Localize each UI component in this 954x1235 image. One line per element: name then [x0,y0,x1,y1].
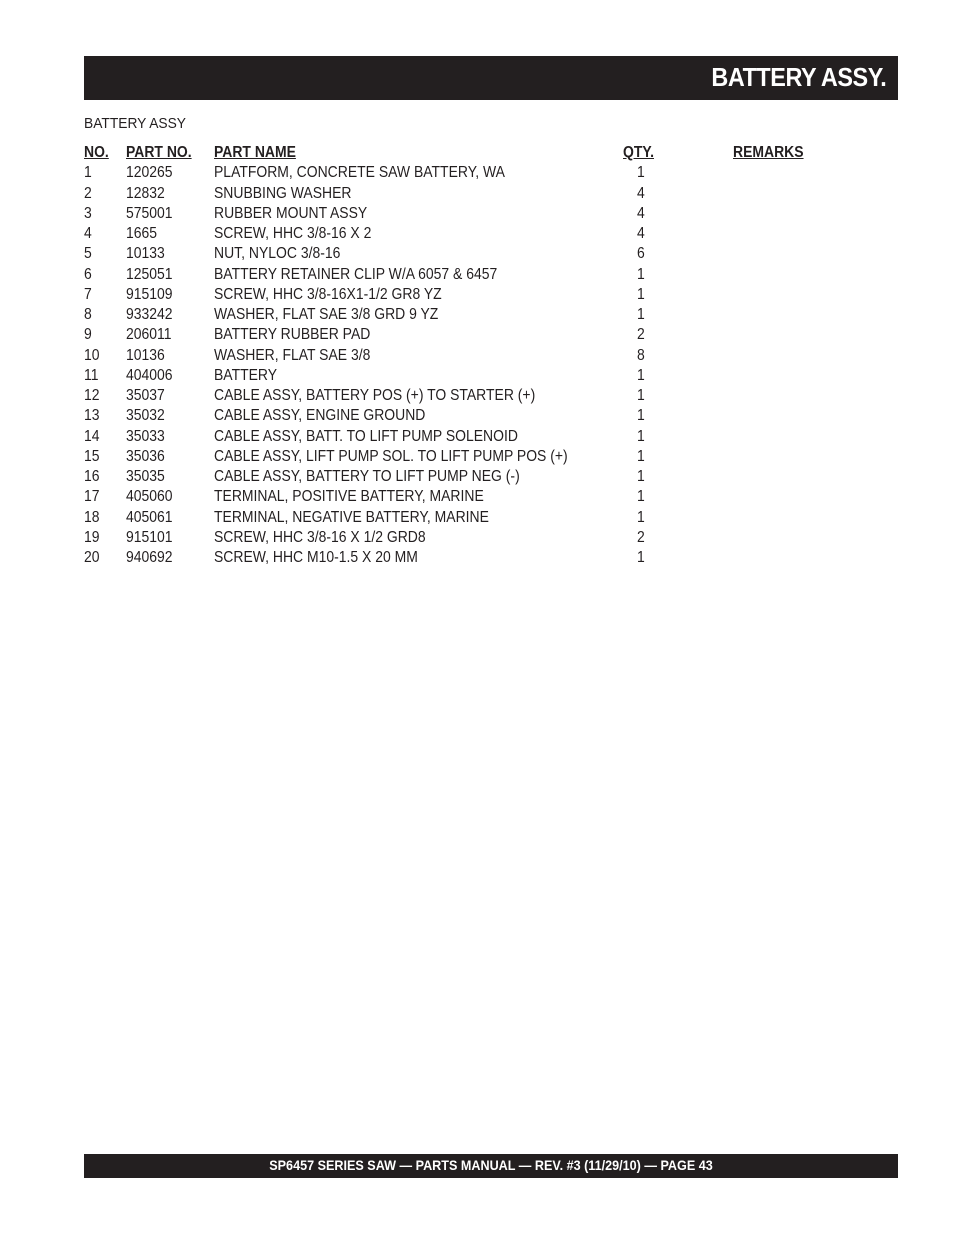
cell-no: 16 [84,468,100,485]
cell-no: 10 [84,346,100,364]
column-header-remarks: REMARKS [733,144,804,161]
footer-text: SP6457 SERIES SAW — PARTS MANUAL — REV. #3 (11/29/10) — PAGE 43 [269,1157,713,1173]
table-row [84,163,844,183]
column-header-part-no: PART NO. [126,144,192,161]
cell-part-name: RUBBER MOUNT ASSY [214,204,368,222]
table-row [84,224,844,244]
cell-qty: 1 [637,285,645,303]
cell-part-name: TERMINAL, NEGATIVE BATTERY, MARINE [214,508,489,526]
cell-qty: 2 [637,528,645,546]
cell-part-no: 10133 [126,245,165,263]
cell-part-no: 206011 [126,326,172,344]
cell-part-no: 940692 [126,549,173,566]
cell-no: 11 [84,366,99,384]
cell-part-no: 35035 [126,468,165,485]
cell-part-name: SCREW, HHC 3/8-16X1-1/2 GR8 YZ [214,285,442,303]
cell-part-no: 120265 [126,164,173,182]
cell-no: 20 [84,549,100,566]
header-bar [84,56,898,100]
cell-qty: 6 [637,245,645,263]
cell-part-no: 1665 [126,225,158,242]
cell-part-name: CABLE ASSY, ENGINE GROUND [214,407,426,425]
cell-part-name: BATTERY [214,366,278,384]
table-row [84,184,844,204]
parts-table-body [84,163,844,568]
table-row [84,508,844,528]
cell-no: 1 [84,164,92,182]
cell-qty: 1 [637,447,645,465]
cell-part-no: 405061 [126,508,173,526]
cell-no: 8 [84,306,92,323]
cell-part-name: WASHER, FLAT SAE 3/8 [214,346,371,364]
section-label: BATTERY ASSY [84,115,187,132]
column-header-qty: QTY. [623,144,655,161]
cell-part-no: 35037 [126,387,165,404]
cell-qty: 1 [637,387,645,404]
cell-part-no: 405060 [126,488,173,506]
table-row [84,447,844,467]
cell-part-name: CABLE ASSY, BATTERY POS (+) TO STARTER (+) [214,387,536,404]
table-row [84,528,844,548]
cell-no: 9 [84,326,92,344]
cell-qty: 1 [637,508,645,526]
cell-no: 5 [84,245,92,263]
table-row [84,346,844,366]
cell-part-no: 35036 [126,447,165,465]
cell-qty: 8 [637,346,645,364]
cell-qty: 1 [637,306,645,323]
cell-no: 4 [84,225,92,242]
cell-qty: 1 [637,366,645,384]
cell-part-name: SCREW, HHC 3/8-16 X 1/2 GRD8 [214,528,426,546]
cell-part-no: 35032 [126,407,165,425]
cell-no: 6 [84,265,92,283]
cell-part-no: 933242 [126,306,173,323]
cell-no: 17 [84,488,100,506]
cell-part-name: BATTERY RETAINER CLIP W/A 6057 & 6457 [214,265,498,283]
table-row [84,548,844,568]
cell-part-name: SNUBBING WASHER [214,184,352,202]
cell-no: 3 [84,204,92,222]
cell-part-name: BATTERY RUBBER PAD [214,326,371,344]
cell-part-no: 10136 [126,346,165,364]
cell-qty: 1 [637,265,645,283]
table-row [84,265,844,285]
table-row [84,325,844,345]
cell-part-no: 915109 [126,285,173,303]
cell-part-no: 125051 [126,265,173,283]
cell-part-name: SCREW, HHC 3/8-16 X 2 [214,225,372,242]
cell-qty: 4 [637,225,645,242]
cell-part-no: 404006 [126,366,173,384]
column-header-part-name: PART NAME [214,144,296,161]
cell-qty: 1 [637,164,645,182]
cell-qty: 1 [637,407,645,425]
table-row [84,305,844,325]
cell-qty: 4 [637,184,645,202]
cell-no: 19 [84,528,100,546]
table-row [84,487,844,507]
parts-table [84,143,844,568]
cell-part-no: 35033 [126,427,165,445]
footer-bar [84,1154,898,1178]
cell-part-no: 12832 [126,184,165,202]
table-row [84,366,844,386]
table-row [84,244,844,264]
cell-no: 7 [84,285,92,303]
table-row [84,467,844,487]
cell-no: 12 [84,387,100,404]
cell-no: 2 [84,184,92,202]
cell-no: 14 [84,427,100,445]
table-row [84,406,844,426]
parts-table-header [84,143,844,163]
cell-part-name: CABLE ASSY, BATTERY TO LIFT PUMP NEG (-) [214,468,520,485]
cell-part-name: CABLE ASSY, LIFT PUMP SOL. TO LIFT PUMP POS (+) [214,447,568,465]
cell-part-name: CABLE ASSY, BATT. TO LIFT PUMP SOLENOID [214,427,518,445]
cell-part-name: PLATFORM, CONCRETE SAW BATTERY, WA [214,164,505,182]
cell-part-name: NUT, NYLOC 3/8-16 [214,245,341,263]
cell-qty: 1 [637,549,645,566]
page-title: BATTERY ASSY. [711,62,886,92]
table-row [84,427,844,447]
cell-part-name: TERMINAL, POSITIVE BATTERY, MARINE [214,488,484,506]
cell-part-no: 575001 [126,204,173,222]
cell-part-name: WASHER, FLAT SAE 3/8 GRD 9 YZ [214,306,439,323]
cell-part-name: SCREW, HHC M10-1.5 X 20 MM [214,549,418,566]
column-header-no: NO. [84,144,109,161]
cell-no: 18 [84,508,100,526]
cell-qty: 1 [637,427,645,445]
cell-qty: 4 [637,204,645,222]
table-row [84,285,844,305]
table-row [84,204,844,224]
cell-qty: 1 [637,468,645,485]
cell-qty: 2 [637,326,645,344]
cell-qty: 1 [637,488,645,506]
cell-no: 15 [84,447,100,465]
table-row [84,386,844,406]
cell-part-no: 915101 [126,528,173,546]
cell-no: 13 [84,407,100,425]
